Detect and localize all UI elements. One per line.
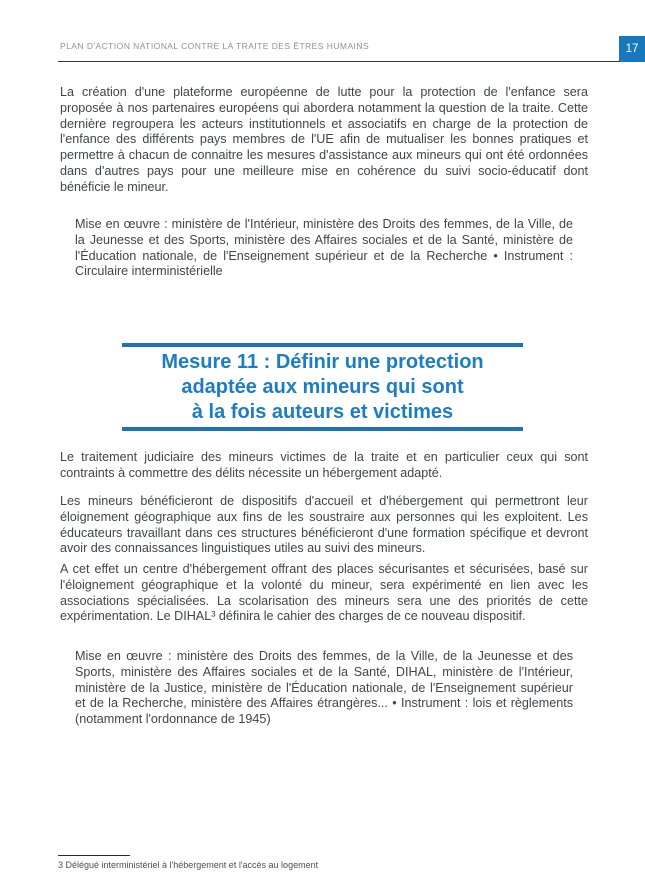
running-header-title: PLAN D'ACTION NATIONAL CONTRE LA TRAITE DES ÊTRES HUMAINS (60, 41, 370, 51)
measure-title-line-2: adaptée aux mineurs qui sont (181, 376, 464, 398)
paragraph-traitement-judiciaire: Le traitement judiciaire des mineurs victimes de la traite et en particulier ceux qui sont contraints à commettre des délits nécessite un hébergement adapté. (60, 450, 588, 480)
measure-title-line-1: Mesure 11 : Définir une protection (161, 351, 484, 373)
paragraph-plateforme-europeenne: La création d'une plateforme européenne de lutte pour la protection de l'enfance sera proposée à nos partenaires européens qui abordera notamment la question de la traite. Cette dernière regroupera les acteurs institutionnels et associatifs en charge de la protection de l'enfance des différents pays membres de l'UE afin de mutualiser les bonnes pratiques et permettre à chacun de connaitre les mesures d'assistance aux mineurs qui ont été ordonnées dans d'autres pays pour une meilleure mise en cohérence du suivi socio-éducatif dont bénéficie le mineur. (60, 85, 588, 194)
mise-en-oeuvre-block-1: Mise en œuvre : ministère de l'Intérieur, ministère des Droits des femmes, de la Ville, de la Jeunesse et des Sports, ministère des Affaires sociales et de la Santé, ministère de l'Éducation nationale, de l'Enseignement supérieur et de la Recherche • Instrument : Circulaire interministérielle (75, 217, 573, 279)
measure-title-line-3: à la fois auteurs et victimes (191, 401, 454, 423)
header-divider (58, 61, 620, 63)
footnote-divider (58, 855, 130, 856)
heading-top-bar (122, 343, 523, 347)
measure-11-title (122, 350, 523, 425)
page-number-badge (619, 36, 645, 62)
mise-en-oeuvre-block-2: Mise en œuvre : ministère des Droits des femmes, de la Ville, de la Jeunesse et des Sports, ministère des Affaires sociales et de la Santé, DIHAL, ministère de l'Intérieur, ministère de la Justice, ministère de l'Éducation nationale, de l'Enseignement supérieur et de la Recherche, ministère des Affaires étrangères... • Instrument : lois et règlements (notamment l'ordonnance de 1945) (75, 649, 573, 726)
footnote: 3 Délégué interministériel à l'hébergement et l'accès au logement (58, 860, 319, 870)
paragraph-dispositifs-accueil: Les mineurs bénéficieront de dispositifs d'accueil et d'hébergement qui permettront leur éloignement géographique aux fins de les soustraire aux personnes qui les exploitent. Les éducateurs travaillant dans ces structures bénéficieront d'une formation spécifique et devront avoir des connaissances linguistiques utiles au suivi des mineurs. (60, 494, 588, 556)
paragraph-centre-hebergement: A cet effet un centre d'hébergement offrant des places sécurisantes et sécurisées, basé sur l'éloignement géographique et la volonté du mineur, sera expérimenté en lien avec les associations spécialisées. La scolarisation des mineurs sera une des priorités de cette expérimentation. Le DIHAL³ définira le cahier des charges de ce nouveau dispositif. (60, 562, 588, 624)
heading-bottom-bar (122, 427, 523, 431)
measure-11-heading-block (122, 343, 523, 431)
page-number: 17 (625, 43, 639, 55)
